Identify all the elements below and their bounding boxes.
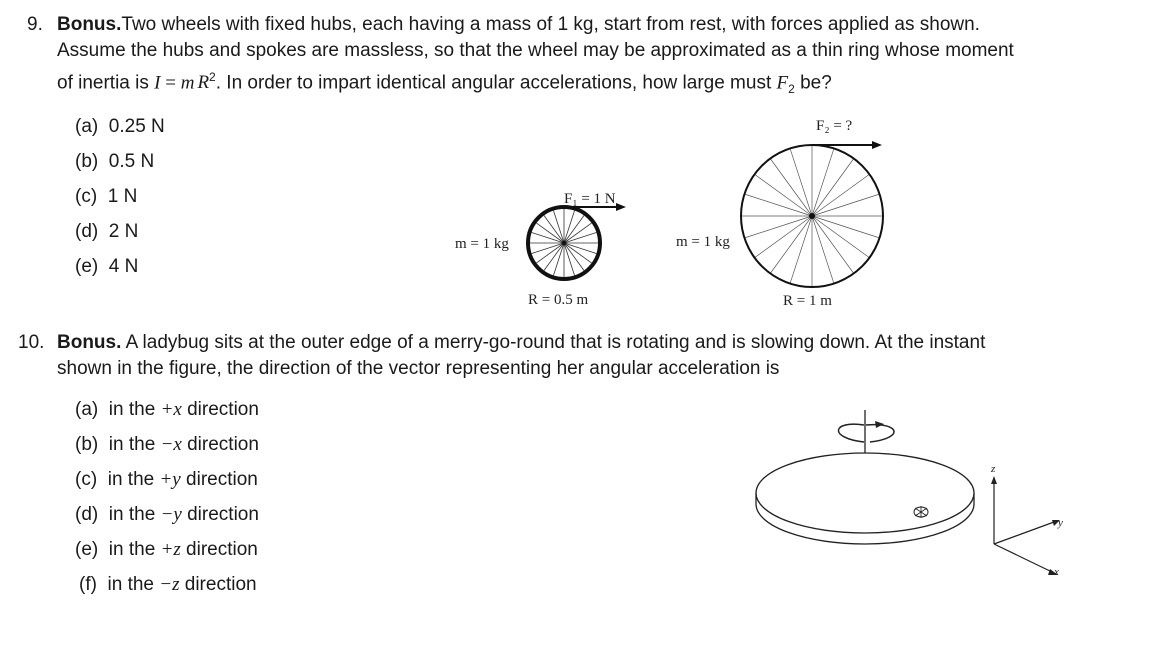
question-line-2 <box>57 38 1014 64</box>
bonus-label: Bonus. <box>57 14 122 35</box>
option-text: in the <box>108 539 161 560</box>
option-text: 2 N <box>108 221 139 242</box>
option-b[interactable] <box>75 151 154 173</box>
mass-label-2: m = 1 kg <box>676 234 730 250</box>
wheel-spoke <box>553 243 564 275</box>
math-sup: 2 <box>209 70 216 84</box>
wheel-spoke <box>564 223 592 243</box>
wheel-spoke <box>755 175 812 216</box>
small-wheel <box>528 207 600 279</box>
question-line-1 <box>57 12 980 38</box>
option-text: in the <box>108 399 161 420</box>
wheel-spoke <box>564 243 592 263</box>
option-text: 4 N <box>108 256 139 277</box>
wheel-spoke <box>771 159 812 216</box>
option-text: in the <box>107 574 160 595</box>
axis-z-label: z <box>991 463 996 475</box>
math-m: m <box>180 72 195 94</box>
wheel-spoke <box>745 194 812 216</box>
axis-y-label: y <box>1058 517 1063 529</box>
option-text: direction <box>181 434 259 455</box>
bonus-label: Bonus. <box>57 332 122 353</box>
question-text: A ladybug sits at the outer edge of a merry-go-round that is rotating and is slowing down. At the instant <box>121 332 986 353</box>
option-text: direction <box>179 574 257 595</box>
option-e[interactable] <box>75 539 258 561</box>
option-text: in the <box>108 504 161 525</box>
wheels-figure <box>440 110 900 315</box>
wheel-spoke <box>532 243 564 254</box>
wheel-spoke <box>564 243 584 271</box>
question-text: Two wheels with fixed hubs, each having a mass of 1 kg, start from rest, with forces applied as shown. <box>121 14 980 35</box>
platform-disc <box>756 453 974 544</box>
wheel-spoke <box>544 243 564 271</box>
option-direction: +y <box>159 469 181 490</box>
wheel-spoke <box>812 149 834 216</box>
wheel-spoke <box>564 211 575 243</box>
option-text: 0.5 N <box>108 151 155 172</box>
option-f[interactable] <box>79 574 257 596</box>
wheel-spoke <box>536 243 564 263</box>
question-text: shown in the figure, the direction of the vector representing her angular acceleration is <box>57 358 780 379</box>
option-text: in the <box>107 469 160 490</box>
wheel-spoke <box>812 216 879 238</box>
option-text: 0.25 N <box>108 116 165 137</box>
option-b[interactable] <box>75 434 259 456</box>
option-text: direction <box>181 504 259 525</box>
option-letter: (c) <box>75 186 98 207</box>
coordinate-axes <box>991 476 1060 575</box>
question-text: . In order to impart identical angular accelerations, how large must <box>215 72 777 94</box>
wheel-spoke <box>755 216 812 257</box>
wheel-spoke <box>812 216 869 257</box>
question-number <box>18 330 44 356</box>
wheel-spoke <box>812 159 853 216</box>
option-a[interactable] <box>75 399 259 421</box>
option-d[interactable] <box>75 221 138 243</box>
radius-label-2: R = 1 m <box>783 293 832 309</box>
option-c[interactable] <box>75 469 258 491</box>
large-wheel <box>741 145 883 287</box>
option-text: direction <box>180 539 258 560</box>
option-d[interactable] <box>75 504 259 526</box>
wheel-spoke <box>544 215 564 243</box>
option-letter: (c) <box>75 469 98 490</box>
option-text: direction <box>181 399 259 420</box>
wheel-spoke <box>790 216 812 283</box>
merry-go-round-figure <box>740 400 1080 590</box>
wheel-spoke <box>790 149 812 216</box>
mass-label-1: m = 1 kg <box>455 236 509 252</box>
wheel-spoke <box>812 216 853 273</box>
question-text: of inertia is <box>57 72 155 94</box>
option-text: direction <box>180 469 258 490</box>
f2-label: F₂ = ? <box>816 118 853 134</box>
option-direction: −z <box>159 574 180 595</box>
wheel-spoke <box>812 175 869 216</box>
wheel-spoke <box>553 211 564 243</box>
question-line-2 <box>57 356 779 382</box>
wheel-spoke <box>564 243 575 275</box>
wheel-spoke <box>564 243 596 254</box>
number-label: 9. <box>27 14 43 35</box>
option-c[interactable] <box>75 186 137 208</box>
option-direction: +x <box>160 399 182 420</box>
option-text: in the <box>108 434 161 455</box>
option-letter: (e) <box>75 539 99 560</box>
wheel-spoke <box>536 223 564 243</box>
option-a[interactable] <box>75 116 165 138</box>
option-e[interactable] <box>75 256 138 278</box>
force-arrow-f2 <box>812 141 882 149</box>
option-letter: (b) <box>75 434 99 455</box>
question-text: Assume the hubs and spokes are massless, so that the wheel may be approximated as a thin ring whose moment <box>57 40 1014 61</box>
option-letter: (d) <box>75 504 99 525</box>
question-line-3 <box>57 64 832 102</box>
wheel-spoke <box>812 194 879 216</box>
rotation-arrow-icon <box>838 421 894 442</box>
radius-label-1: R = 0.5 m <box>528 292 589 308</box>
math-sub: 2 <box>788 82 795 97</box>
question-line-1 <box>57 330 985 356</box>
option-letter: (b) <box>75 151 99 172</box>
f1-label: F₁ = 1 N <box>564 191 616 207</box>
wheel-spoke <box>812 216 834 283</box>
option-letter: (a) <box>75 399 99 420</box>
option-letter: (e) <box>75 256 99 277</box>
wheel-spoke <box>564 215 584 243</box>
option-direction: −x <box>160 434 182 455</box>
option-direction: −y <box>160 504 182 525</box>
option-text: 1 N <box>107 186 138 207</box>
math-R: R <box>197 72 210 94</box>
option-direction: +z <box>160 539 181 560</box>
wheel-spoke <box>771 216 812 273</box>
option-letter: (d) <box>75 221 99 242</box>
option-letter: (a) <box>75 116 99 137</box>
question-text: be? <box>794 72 832 94</box>
wheel-spoke <box>745 216 812 238</box>
math-I: I <box>154 72 161 94</box>
wheel-spoke <box>564 232 596 243</box>
option-letter: (f) <box>79 574 97 595</box>
wheel-spoke <box>532 232 564 243</box>
question-number <box>27 12 43 38</box>
math-F: F <box>776 72 789 94</box>
number-label: 10. <box>18 332 45 353</box>
math-eq: = <box>160 72 181 94</box>
axis-x-label: x <box>1054 566 1059 578</box>
